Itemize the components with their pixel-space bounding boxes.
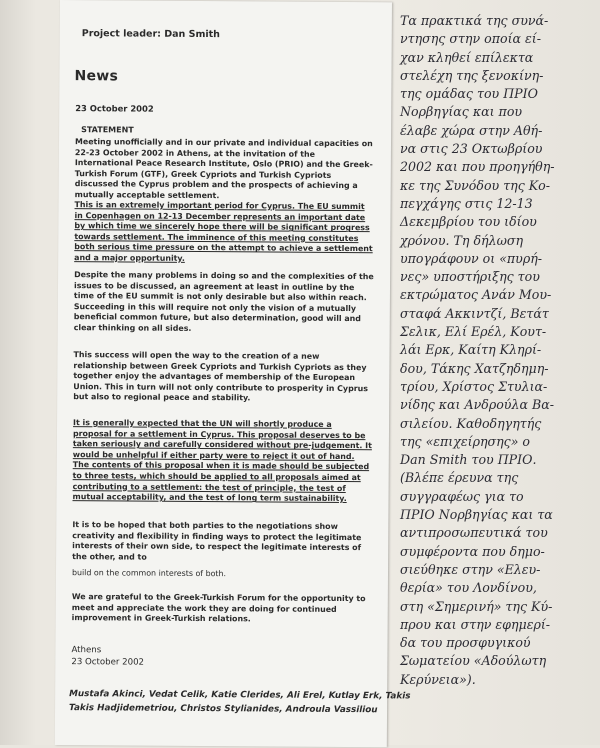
caption-line: θερία» του Λονδίνου, xyxy=(400,580,537,596)
caption-line: Δεκεμβρίου του ιδίου xyxy=(400,214,537,230)
paragraph-un-proposal: It is generally expected that the UN will shortly produce a proposal for a settlement in Cyprus. This proposal deserves to be taken seriously and carefully considered without pre-judgement. It would be unhelpful if either party were to reject it out of hand. The contents of this proposal when it is made should be subjected to three tests, which should be applied to all proposals aimed at contributing to a settlement: the test of principle, the test of mutual acceptability, and the test of long term sustainability. xyxy=(72,418,372,504)
caption-line: νίδης και Ανδρούλα Βα- xyxy=(400,397,554,413)
paragraph-eu-summit: This is an extremely important period for Cyprus. The EU summit in Copenhagen on 12-13 December represents an important date by which time we sincerely hope there will be significant progress towards settlement. The imminence of this meeting constitutes both serious time pressure on the attempt to achieve a settlement and a major opportunity. xyxy=(74,200,373,263)
caption-line: νες» υποστήριξης του xyxy=(400,269,540,285)
caption-line: λάι Ερκ, Καίτη Κληρί- xyxy=(400,342,542,358)
statement-heading: STATEMENT xyxy=(81,125,134,135)
signatories-line-2: Takis Hadjidemetriou, Christos Stylianides, Androula Vassiliou xyxy=(69,703,378,716)
news-heading: News xyxy=(74,68,119,85)
caption-line: σιεύθηκε στην «Ελευ- xyxy=(400,561,541,577)
caption-line: κε της Συνόδου της Κο- xyxy=(400,177,551,193)
sign-place: Athens xyxy=(71,645,102,656)
caption-line: αντιπροσωπευτικά του xyxy=(400,525,548,541)
caption-line: Κερύνεια»). xyxy=(400,671,476,687)
caption-line: Dan Smith του ΠΡΙΟ. xyxy=(400,452,537,468)
caption-line: χαν κληθεί επίλεκτα xyxy=(400,49,534,65)
memo-date: 23 October 2002 xyxy=(75,103,154,114)
caption-line: ντησης στην οποία εί- xyxy=(400,31,541,47)
caption-line: δα του προσφυγικού xyxy=(400,635,531,651)
paragraph-meeting: Meeting unofficially and in our private and individual capacities on 22-23 October 2002 in Athens, at the invitation of the International Peace Research Institute, Oslo (PRIO) and the Greek-Turkish Forum (GTF), Greek Cypriots and Turkish Cypriots discussed the Cyprus problem and the prospects of achieving a mutually acceptable settlement. xyxy=(74,137,373,201)
caption-line: εκτρώματος Ανάν Μου- xyxy=(400,287,552,303)
caption-line: να στις 23 Οκτωβρίου xyxy=(400,141,543,157)
caption-line: συμφέροντα που δημο- xyxy=(400,543,545,559)
caption-line: Σωματείου «Αδούλωτη xyxy=(400,653,547,669)
caption-line: σταφά Ακκιντζί, Βετάτ xyxy=(400,305,549,321)
caption-line: έλαβε χώρα στην Αθή- xyxy=(400,122,543,138)
paragraph-success: This success will open the way to the creation of a new relationship between Greek Cypriots and Turkish Cypriots as they together enjoy the advantages of membership of the European Union. This in turn will not only contribute to prosperity in Cyprus but also to regional peace and stability. xyxy=(73,350,368,403)
caption-line: δου, Τάκης Χατζηδημη- xyxy=(400,360,549,376)
reproduced-memo xyxy=(55,0,411,747)
sign-date: 23 October 2002 xyxy=(71,657,145,668)
caption-line: πρου και στην εφημερί- xyxy=(400,616,551,632)
caption-line: της «επιχείρησης» ο xyxy=(400,433,531,449)
caption-line: (Βλέπε έρευνα της xyxy=(400,470,519,486)
caption-line: χρόνου. Τη δήλωση xyxy=(400,232,523,248)
caption-line: της ομάδας του ΠΡΙΟ xyxy=(400,86,538,102)
caption-line: τρίου, Χρίστος Στυλια- xyxy=(400,378,548,394)
signatories-line-1: Mustafa Akinci, Vedat Celik, Katie Clerides, Ali Erel, Kutlay Erk, Takis xyxy=(69,689,411,702)
caption-line: Σελικ, Ελί Ερέλ, Κουτ- xyxy=(400,324,547,340)
caption-line: ΠΡΙΟ Νορβηγίας και τα xyxy=(400,507,553,523)
greek-caption xyxy=(400,12,596,689)
caption-line: συγγραφέως για το xyxy=(400,488,524,504)
caption-line: Νορβηγίας και που xyxy=(400,104,523,120)
paragraph-hope: It is to be hoped that both parties to the negotiations show creativity and flexibility in finding ways to protect the legitimate interests of their own side, to respect the legitimate interests of the other, and to xyxy=(72,520,362,562)
caption-line: 2002 και που προηγήθη- xyxy=(400,159,555,175)
paragraph-common-interests: build on the common interests of both. xyxy=(71,568,227,579)
caption-line: πεγχάγης στις 12-13 xyxy=(400,195,533,211)
caption-line: Τα πρακτικά της συνά- xyxy=(400,13,549,28)
caption-line: στη «Σημερινή» της Κύ- xyxy=(400,598,553,614)
project-leader: Project leader: Dan Smith xyxy=(81,28,220,41)
paragraph-grateful: We are grateful to the Greek-Turkish Forum for the opportunity to meet and appreciate the work they are doing for continued improvement in Greek-Turkish relations. xyxy=(71,592,366,624)
caption-line: στελέχη της ξενοκίνη- xyxy=(400,67,544,83)
caption-line: υπογράφουν οι «πυρή- xyxy=(400,250,543,266)
paragraph-agreement: Despite the many problems in doing so and the complexities of the issues to be discussed, an agreement at least in outline by the time of the EU summit is not only desirable but also within reach. Succeeding in this will require not only the vision of a mutually beneficial common future, but also determination, good will and clear thinking on all sides. xyxy=(73,270,374,333)
caption-line: σιλείου. Καθοδηγητής xyxy=(400,415,542,431)
